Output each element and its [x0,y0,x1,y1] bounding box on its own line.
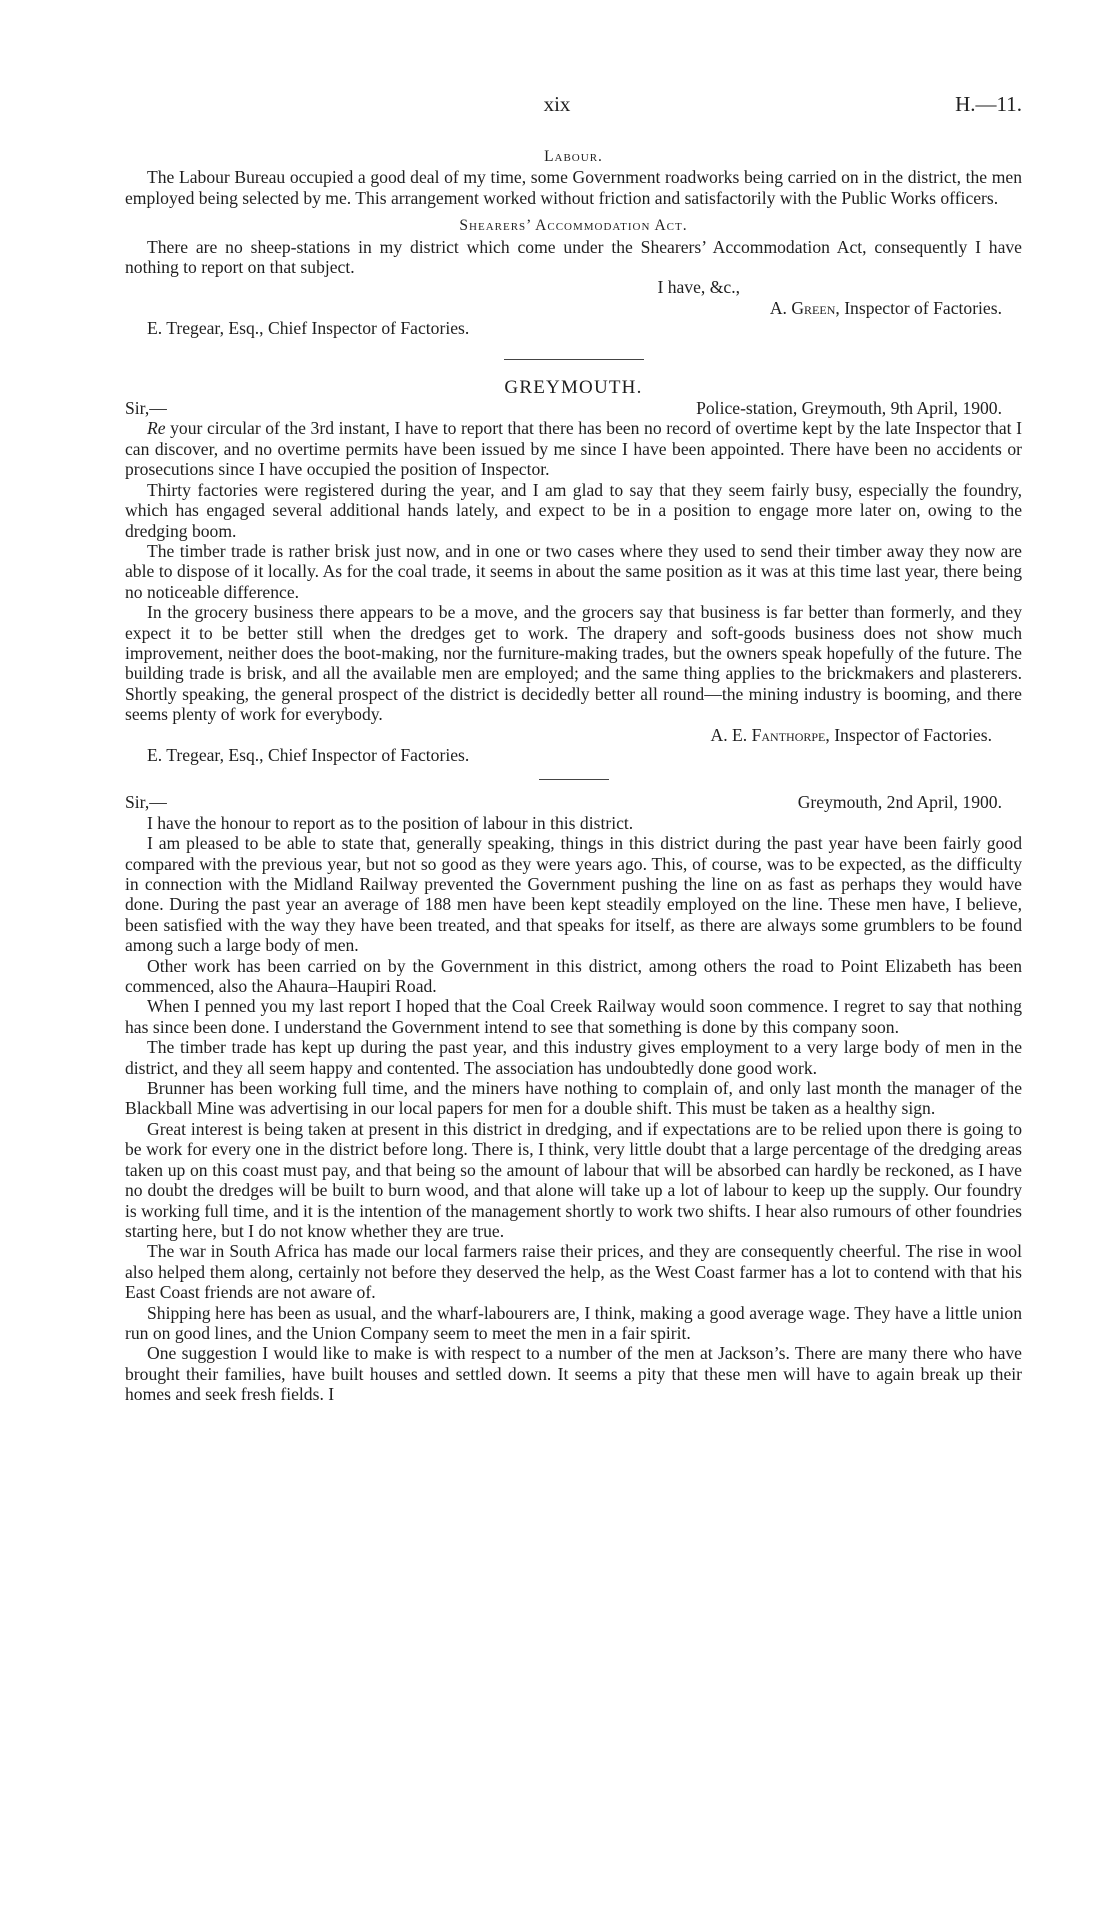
page-body [125,145,1022,1405]
letter-paragraph: Great interest is being taken at present in this district in dredging, and if expectations are to be relied upon there is going to be work for every one in the district before long. There is, I think, very little doubt that a large percentage of the dredging areas taken up on this coast must pay, and that being so the amount of labour that will be absorbed can hardly be reckoned, as I have no doubt the dredges will be built to burn wood, and that alone will take up a lot of labour to keep up the supply. Our foundry is working full time, and it is the intention of the management shortly to work two shifts. I hear also rumours of other foundries starting here, but I do not know whether they are true. [125,1118,1022,1241]
re-word: Re [147,418,166,439]
signature [125,298,1022,318]
salutation: Sir,— [125,398,167,419]
letter-paragraph: Re your circular of the 3rd instant, I have to report that there has been no record of overtime kept by the late Inspector that I can discover, and no overtime permits have been issued by me since I have been appointed. There have been no accidents or prosecutions since I have occupied the position of Inspector. [125,418,1022,480]
letter-paragraph: When I penned you my last report I hoped that the Coal Creek Railway would soon commence. I regret to say that nothing has since been done. I understand the Government intend to see that something is done by this company soon. [125,996,1022,1037]
letter-paragraph: I am pleased to be able to state that, generally speaking, things in this district during the past year have been fairly good compared with the previous year, but not so good as they were years ago. This, of course, was to be expected, as the difficulty in connection with the Midland Railway prevented the Government pushing the line on as fast as perhaps they would have done. During the past year an average of 188 men have been kept steadily employed on the line. These men have, I believe, been satisfied with the way they have been treated, and that speaks for itself, as there are always some grumblers to be found among such a large body of men. [125,833,1022,956]
letter-paragraph: The timber trade is rather brisk just now, and in one or two cases where they used to send their timber away they now are able to dispose of it locally. As for the coal trade, it seems in about the same position as it was at this time last year, there being no noticeable difference. [125,540,1022,602]
shearers-section [125,216,1022,338]
addressee: E. Tregear, Esq., Chief Inspector of Factories. [147,744,470,765]
letter-paragraph: Thirty factories were registered during the year, and I am glad to say that they seem fairly busy, especially the foundry, which has engaged several additional hands lately, and expect to be in a position to engage more later on, owing to the dredging boom. [125,479,1022,541]
letter-two-header [125,792,1022,812]
letter-paragraph: In the grocery business there appears to be a move, and the grocers say that business is far better than formerly, and they expect it to be better still when the dredges get to work. The drapery and soft-goods business does not show much improvement, neither does the boot-making, nor the furniture-making trades, but the owners speak hopefully of the future. The building trade is brisk, and all the available men are employed; and the same thing applies to the brickmakers and plasterers. Shortly speaking, the general prospect of the district is decidedly better all round—the mining industry is booming, and there seems plenty of work for everybody. [125,602,1022,725]
place-date: Greymouth, 2nd April, 1900. [797,792,1002,813]
closing-line: I have, &c., [657,277,740,298]
labour-paragraph: The Labour Bureau occupied a good deal of my time, some Government roadworks being carried on in the district, the men employed being selected by me. This arrangement worked without friction and satisfactorily with the Public Works officers. [125,167,1022,208]
letter-divider [539,779,609,780]
signature-title: , Inspector of Factories. [835,297,1002,318]
labour-section [125,147,1022,208]
letter-one-header [125,398,1022,418]
page-number: xix [543,92,571,116]
letter-paragraph: I have the honour to report as to the position of labour in this district. [147,812,634,833]
greymouth-title: GREYMOUTH. [504,376,643,398]
letter-paragraph: Brunner has been working full time, and the miners have nothing to complain of, and only last month the manager of the Blackball Mine was advertising in our local papers for men for a double shift. This must be taken as a healthy sign. [125,1078,1022,1119]
signature-name: A. E. Fanthorpe [710,724,826,745]
page-header [0,94,1114,120]
shearers-heading: Shearers’ Accommodation Act. [459,217,688,235]
section-divider [504,359,644,360]
labour-heading: Labour. [544,148,603,165]
place-date: Police-station, Greymouth, 9th April, 1900. [696,398,1002,419]
salutation: Sir,— [125,792,167,813]
signature [125,725,1022,745]
letter-one [125,398,1022,765]
signature-title: , Inspector of Factories. [825,724,992,745]
letter-two [125,792,1022,1404]
shearers-paragraph: There are no sheep-stations in my district which come under the Shearers’ Accommodation Act, consequently I have nothing to report on that subject. [125,236,1022,278]
greymouth-section [125,378,1022,1405]
addressee: E. Tregear, Esq., Chief Inspector of Factories. [147,318,470,339]
letter-paragraph: Shipping here has been as usual, and the wharf-labourers are, I think, making a good average wage. They have a little union run on good lines, and the Union Company seem to meet the men in a fair spirit. [125,1302,1022,1343]
letter-paragraph: One suggestion I would like to make is with respect to a number of the men at Jackson’s. There are many there who have brought their families, have built houses and settled down. It seems a pity that these men will have to again break up their homes and seek fresh fields. I [125,1343,1022,1405]
paper-reference: H.—11. [955,92,1022,116]
letter-paragraph: The war in South Africa has made our local farmers raise their prices, and they are consequently cheerful. The rise in wool also helped them along, certainly not before they deserved the help, as the West Coast farmer has a lot to contend with that his East Coast friends are not aware of. [125,1241,1022,1303]
letter-paragraph: Other work has been carried on by the Government in this district, among others the road to Point Elizabeth has been commenced, also the Ahaura–Haupiri Road. [125,955,1022,997]
signature-name: A. Green [769,297,836,318]
letter-paragraph: The timber trade has kept up during the past year, and this industry gives employment to a very large body of men in the district, and they all seem happy and contented. The association has undoubtedly done good work. [125,1037,1022,1078]
